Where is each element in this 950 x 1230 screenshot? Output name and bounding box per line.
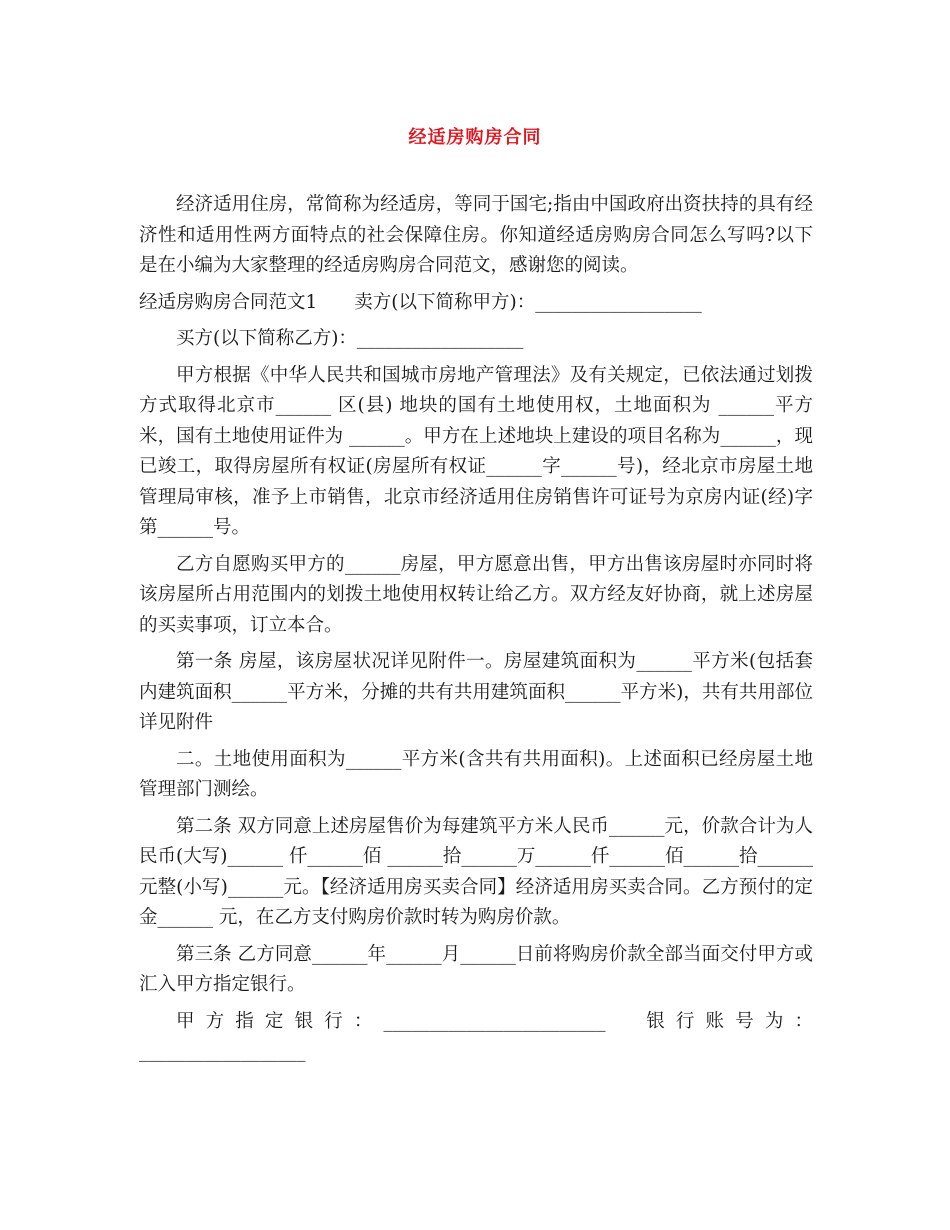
- buyer-line: 买方(以下简称乙方)：__________________: [176, 328, 524, 349]
- article-1: 第一条 房屋，该房屋状况详见附件一。房屋建筑面积为______平方米(包括套内建筑面积______平方米，分摊的共有共用建筑面积______平方米)，共有共用部位详见附件: [139, 651, 813, 733]
- article-2: 第二条 双方同意上述房屋售价为每建筑平方米人民币______元，价款合计为人民币(大写)______ 仟______佰 ______拾______万______仟______佰______拾______元整(小写)______元。【经济适用房买卖合同】经济适用房买卖合同。乙方预付的定金______ 元，在乙方支付购房价款时转为购房价款。: [139, 815, 813, 928]
- document-body: [139, 190, 813, 1074]
- bank-line: 甲方指定银行：________________________ 银行账号为：__________________: [139, 1010, 813, 1062]
- document-title: 经适房购房合同: [408, 127, 542, 148]
- article-3: 第三条 乙方同意______年______月______日前将购房价款全部当面交付甲方或汇入甲方指定银行。: [139, 943, 813, 995]
- land-area-paragraph: 二。土地使用面积为______平方米(含共有共用面积)。上述面积已经房屋土地管理部门测绘。: [139, 748, 813, 800]
- purchase-paragraph: 乙方自愿购买甲方的______房屋，甲方愿意出售，甲方出售该房屋时亦同时将该房屋所占用范围内的划拨土地使用权转让给乙方。双方经友好协商，就上述房屋的买卖事项，订立本合。: [139, 553, 813, 636]
- seller-line: 经适房购房合同范文1 卖方(以下简称甲方)：__________________: [139, 291, 702, 313]
- intro-paragraph: 经济适用住房，常简称为经适房，等同于国宅;指由中国政府出资扶持的具有经济性和适用性两方面特点的社会保障住房。你知道经适房购房合同怎么写吗?以下是在小编为大家整理的经适房购房合同范文，感谢您的阅读。: [139, 194, 813, 276]
- land-paragraph: 甲方根据《中华人民共和国城市房地产管理法》及有关规定，已依法通过划拨方式取得北京市______ 区(县) 地块的国有土地使用权，土地面积为 ______平方米，国有土地使用证件为 ______。甲方在上述地块上建设的项目名称为______，现已竣工，取得房屋所有权证(房屋所有权证______字______号)，经北京市房屋土地管理局审核，准予上市销售，北京市经济适用住房销售许可证号为京房内证(经)字第______号。: [139, 364, 813, 538]
